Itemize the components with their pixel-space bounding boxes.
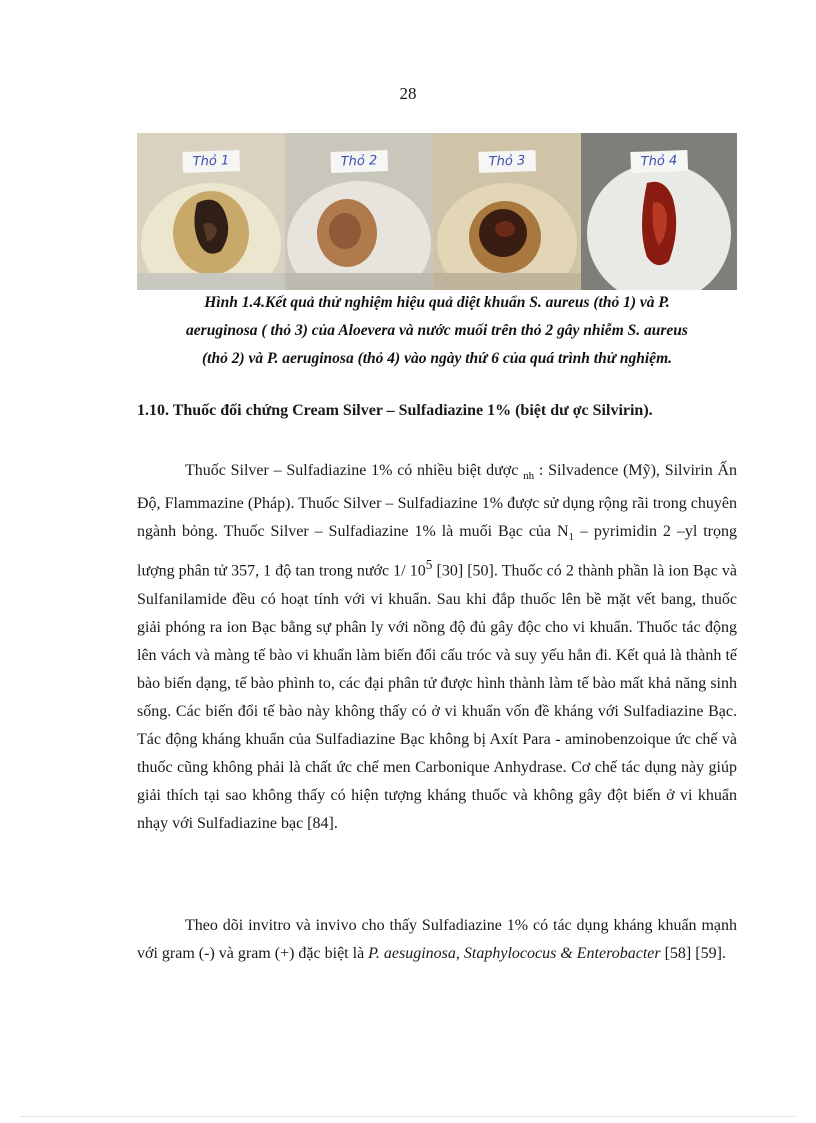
photo-label-4: Thỏ 4	[630, 150, 687, 173]
paragraph-1	[137, 457, 737, 838]
photo-label-3: Thỏ 3	[478, 150, 535, 173]
para1-text-1: Thuốc Silver – Sulfadiazine 1% có nhiều biệt dược	[185, 462, 519, 479]
para1-text-4: [30] [50]. Thuốc có 2 thành phần là ion Bạc và Sulfanilamide đều có hoạt tính với vi khuẩn. Sau khi đắp thuốc lên bề mặt vết bang, thuốc giải phóng ra ion Bạc bằng sự phân ly với nồng độ đủ gây độc cho vi khuẩn. Thuốc tác động lên vách và màng tế bào vi khuẩn làm biến đổi cấu tróc và suy yếu hẳn đi. Kết quả là thành tế bào biến dạng, tế bào phình to, các đại phân tử được hình thành làm tế bào mất khả năng sinh sống. Các biến đổi tế bào này không thấy có ở vi khuẩn vốn đề kháng với Sulfadiazine Bạc. Tác động kháng khuẩn của Sulfadiazine Bạc không bị Axít Para - aminobenzoique ức chế và thuốc cũng không phải là chất ức chế men Carbonique Anhydrase. Cơ chế tác dụng này giúp giải thích tại sao không thấy có hiện tượng kháng thuốc và không gây đột biến ở vi khuẩn nhạy với Sulfadiazine bạc [84].	[137, 562, 738, 832]
para2-italic-1: P. aesuginosa	[368, 945, 456, 962]
para1-superscript-5: 5	[425, 557, 433, 573]
page-number: 28	[399, 84, 417, 103]
figure-caption	[137, 289, 737, 373]
photo-label-1: Thỏ 1	[182, 150, 239, 173]
photo-strip	[137, 133, 737, 290]
para1-subscript-nh: nh	[523, 470, 535, 483]
para2-text-3: [58] [59].	[664, 945, 726, 962]
para2-text-1: Theo dõi invitro và invivo cho thấy Sulfadiazine 1% có tác dụng kháng khuẩn mạnh với gram (-) và gram (+) đặc biệt là	[137, 917, 737, 962]
rabbit-photo-1	[137, 133, 285, 290]
rabbit-photo-4	[581, 133, 737, 290]
photo-label-2: Thỏ 2	[330, 150, 387, 173]
caption-line-2: aeruginosa ( thỏ 3) của Aloevera và nước muối trên thỏ 2 gây nhiễm S. aureus	[186, 322, 688, 339]
para1-text-2: : Silvadence (Mỹ), Silvirin Ấn Độ, Flammazine (Pháp). Thuốc Silver – Sulfadiazine 1% được sử dụng rộng rãi trong chuyên ngành bỏng. Thuốc Silver – Sulfadiazine 1% là muối Bạc của N	[137, 462, 738, 541]
para1-text-3: – pyrimidin 2 –yl trọng lượng phân tử 357, 1 độ tan trong nước 1/ 10	[137, 523, 738, 580]
paragraph-2	[137, 912, 737, 968]
rabbit-photo-2	[285, 133, 433, 290]
footer-divider	[20, 1116, 796, 1117]
section-heading: 1.10. Thuốc đối chứng Cream Silver – Sulfadiazine 1% (biệt dư ợc Silvirin).	[137, 402, 653, 419]
caption-line-1: Hình 1.4.Kết quả thử nghiệm hiệu quả diệt khuẩn S. aureus (thỏ 1) và P.	[204, 294, 670, 311]
para2-text-2: ,	[455, 945, 460, 962]
para1-subscript-1: 1	[568, 531, 575, 544]
para2-italic-2: Staphylococus & Enterobacter	[463, 945, 661, 962]
caption-line-3: (thỏ 2) và P. aeruginosa (thỏ 4) vào ngày thứ 6 của quá trình thử nghiệm.	[201, 350, 672, 367]
rabbit-photo-3	[433, 133, 581, 290]
